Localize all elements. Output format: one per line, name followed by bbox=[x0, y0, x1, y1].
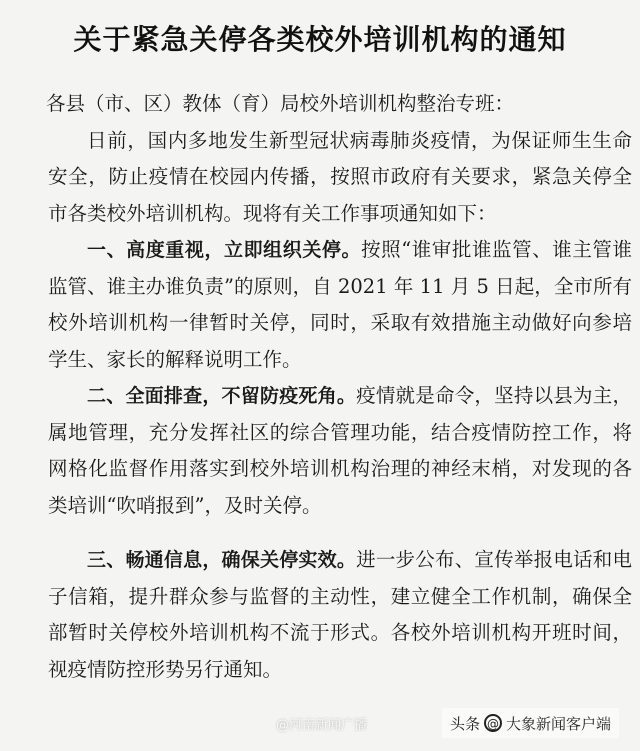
section-2 bbox=[48, 378, 632, 524]
account-label: 大象新闻客户端 bbox=[506, 714, 612, 733]
platform-watermark bbox=[442, 708, 619, 738]
salutation: 各县（市、区）教体（育）局校外培训机构整治专班： bbox=[46, 92, 515, 115]
at-icon: @ bbox=[484, 714, 502, 732]
notice-title: 关于紧急关停各类校外培训机构的通知 bbox=[73, 23, 567, 56]
source-watermark: @河南新闻广播 bbox=[276, 718, 368, 733]
section-1 bbox=[48, 232, 632, 378]
section-2-heading: 二、全面排查，不留防疫死角。 bbox=[87, 385, 357, 407]
section-1-heading: 一、高度重视，立即组织关停。 bbox=[87, 239, 362, 261]
section-3 bbox=[48, 542, 632, 688]
section-3-heading: 三、畅通信息，确保关停实效。 bbox=[87, 549, 357, 571]
section-3-text: 进一步公布、宣传举报电话和电子信箱，提升群众参与监督的主动性，建立健全工作机制，确保全部暂时关停校外培训机构不流于形式。各校外培训机构开班时间，视疫情防控形势另行通知。 bbox=[48, 548, 632, 681]
section-2-text: 疫情就是命令，坚持以县为主，属地管理，充分发挥社区的综合管理功能，结合疫情防控工作，将网格化监督作用落实到校外培训机构治理的神经末梢，对发现的各类培训“吹哨报到”，及时关停。 bbox=[48, 384, 632, 517]
section-1-text: 按照“谁审批谁监管、谁主管谁监管、谁主办谁负责”的原则，自 2021 年 11 月 5 日起，全市所有校外培训机构一律暂时关停，同时，采取有效措施主动做好向参培学生、家长的解释说明工作。 bbox=[48, 238, 632, 371]
platform-label: 头条 bbox=[450, 714, 481, 733]
notice-body bbox=[48, 86, 632, 688]
intro-paragraph: 日前，国内多地发生新型冠状病毒肺炎疫情，为保证师生生命安全，防止疫情在校园内传播，按照市政府有关要求，紧急关停全市各类校外培训机构。现将有关工作事项通知如下： bbox=[48, 128, 632, 225]
